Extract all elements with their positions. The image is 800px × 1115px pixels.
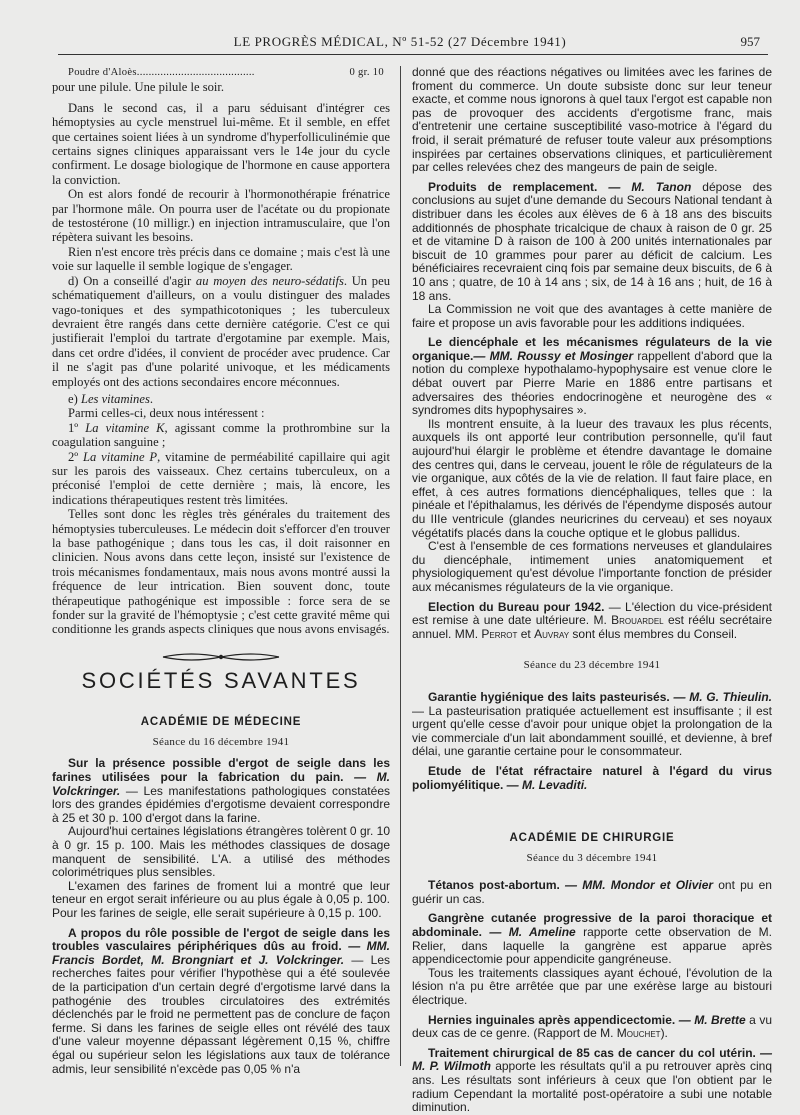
paragraph: Parmi celles-ci, deux nous intéressent : xyxy=(68,406,265,421)
article-paragraph: Produits de remplacement. — M. Tanon dépose des conclusions au sujet d'une demande du Secours National tendant à distribuer dans les écoles aux élèves de 6 à 18 ans des biscuits additionnés de phosphate tricalcique de chaux à raison de 0 gr. 25 et de vitamine D à raison de 100 à 200 unités internationales par biscuit de 10 grammes pour parer au déficit de calcium. Les bénéficiaires recevraient cinq fois par semaine deux biscuits, de 6 à 10 ans ; quatre, de 10 à 14 ans ; six, de 14 à 16 ans ; huit, de 16 à 18 ans. xyxy=(412,179,773,303)
left-column xyxy=(52,66,390,1076)
session-date: Séance du 3 décembre 1941 xyxy=(526,851,658,864)
paragraph: Dans le second cas, il a paru séduisant d'intégrer ces hémoptysies au cycle menstruel lui-même. Et il semble, en effet que certaines soient liées à un syndrome d'hyperfolliculinémie que certains signes cliniques apparaissant vers le 14e jour du cycle confirment. Le dosage biologique de l'hormone en cause apportera la conviction. xyxy=(52,100,390,187)
academy-heading: ACADÉMIE DE CHIRURGIE xyxy=(509,832,675,845)
article-paragraph: donné que des réactions négatives ou limitées avec les farines de froment du commerce. Un doute subsiste donc sur leur teneur exacte, et comme nous ignorons à quel taux l'ergot est capable non pas de provoquer des accidents d'ergotisme franc, mais d'entretenir une certaine susceptibilité vaso-motrice à l'égard du froid, il serait prématuré de refuser toute valeur aux présomptions inspirées par certaines observations cliniques, et particulièrement par celles relevées chez des mangeurs de pain de seigle. xyxy=(412,65,772,175)
academy-heading: ACADÉMIE DE MÉDECINE xyxy=(140,715,302,728)
article-paragraph: Ils montrent ensuite, à la lueur des travaux les plus récents, auxquels ils ont apporté leur contribution personnelle, qu'il faut aujourd'hui élargir le problème et étendre davantage le domaine des centres qui, dans le cerveau, jouent le rôle de régulateurs de la vie organique, aux côtés de la vie de relation. Il faut faire place, en effet, à ces autres formations diencéphaliques, telles que : la pinéale et l'épithalamus, les dérivés de l'épendyme disposés autour du IIIe ventricule (glandes neuricrines du cerveau) et ses noyaux végétatifs placés dans la couche optique et le globus pallidus. xyxy=(412,416,772,540)
article-paragraph: Gangrène cutanée progressive de la paroi thoracique et abdominale. — M. Ameline rapporte cette observation de M. Relier, dans laquelle la gangrène est apparue après appendicectomie pour appendicite gangréneuse. xyxy=(412,911,772,967)
article-paragraph: C'est à l'ensemble de ces formations nerveuses et glandulaires du diencéphale, intimement unies anatomiquement et physiologiquement qu'est dévolue l'importante fonction de présider aux mécanismes régulateurs de la vie organique. xyxy=(412,539,772,594)
article-paragraph: L'examen des farines de froment lui a montré que leur teneur en ergot serait inférieure ou au plus égale à 0,05 p. 100. Pour les farines de seigle, elle serait supérieure à 0,15 p. 100. xyxy=(52,878,390,920)
paragraph: pour une pilule. Une pilule le soir. xyxy=(52,80,225,95)
section-title-societes: SOCIÉTÉS SAVANTES xyxy=(81,668,361,694)
session-date: Séance du 16 décembre 1941 xyxy=(152,736,290,749)
article-paragraph: Tétanos post-abortum. — MM. Mondor et Olivier ont pu en guérir un cas. xyxy=(412,878,772,906)
paragraph: d) On a conseillé d'agir au moyen des neuro-sédatifs. Un peu schématiquement d'ailleurs, on a voulu distinguer des malades vago-toniques et des sympathicotoniques ; les tuberculeux devraient être rangés dans cette dernière catégorie. C'est ce qui justifierait l'emploi du tartrate d'ergotamine par exemple. Mais, dans cet ordre d'idées, il convient de procéder avec prudence. Car il ne s'agit pas d'une polarité univoque, et les médicaments employés ont des actions secondaires encore méconnues. xyxy=(52,273,390,389)
paragraph: On est alors fondé de recourir à l'hormonothérapie frénatrice par l'hormone mâle. On pourra user de l'acétate ou du propionate de testostérone (10 milligr.) en injection intramusculaire, que l'on répètera suivant les besoins. xyxy=(52,187,390,245)
running-title: LE PROGRÈS MÉDICAL, Nº 51-52 (27 Décembre 1941) xyxy=(233,34,567,49)
section-heading: e) Les vitamines. xyxy=(68,391,154,406)
article-paragraph: Le diencéphale et les mécanismes régulateurs de la vie organique.— MM. Roussy et Mosinger rappellent d'abord que la notion du complexe hypothalamo-hypophysaire est venue clore le débat ouvert par Pierre Marie en 1886 entre partisans et adversaires des théories endocrinogène et neurogène des « syndromes dits hypophysaires ». xyxy=(412,335,772,418)
page-number: 957 xyxy=(740,34,760,49)
article-paragraph: La Commission ne voit que des avantages à cette manière de faire et propose un avis favorable pour les additions indiquées. xyxy=(412,302,772,330)
session-date: Séance du 23 décembre 1941 xyxy=(523,659,661,672)
article xyxy=(52,757,390,1076)
recipe-item: Poudre d'Aloès........................................ xyxy=(68,67,255,78)
article-paragraph: Hernies inguinales après appendicectomie. — M. Brette a vu deux cas de ce genre. (Rapport de M. Mouchet). xyxy=(412,1012,773,1041)
article-paragraph: Traitement chirurgical de 85 cas de cancer du col utérin. — M. P. Wilmoth apporte les résultats qu'il a pu retrouver après cinq ans. Les résultats sont inférieurs à ceux que l'on obtient par le radium Cependant la mortalité post-opératoire a subi une notable diminution. xyxy=(412,1045,772,1115)
article-paragraph: Garantie hygiénique des laits pasteurisés. — M. G. Thieulin. — La pasteurisation pratiquée actuellement est insuffisante ; il est urgent qu'elle cesse d'avoir pour unique objet la prolongation de la vie commerciale d'un lait abondamment souillé, et devienne, à bref délai, une garantie certaine pour le consommateur. xyxy=(412,689,772,759)
paragraph: Rien n'est encore très précis dans ce domaine ; mais c'est là une voie sur laquelle il semble logique de s'engager. xyxy=(52,244,390,274)
header-rule xyxy=(58,54,768,55)
article-paragraph: Election du Bureau pour 1942. — L'élection du vice-président est remise à une date ultérieure. M. Brouardel est réélu secrétaire annuel. MM. Perrot et Auvray sont élus membres du Conseil. xyxy=(412,599,773,641)
article-paragraph: Tous les traitements classiques ayant échoué, l'évolution de la lésion n'a pu être arrêtée que par une exérèse large au bistouri électrique. xyxy=(412,965,772,1008)
list-item: 2º La vitamine P, vitamine de perméabilité capillaire qui agit sur les parois des vaisseaux. Chez certains tuberculeux, on a préconisé l'emploi de cette dernière ; mais, là encore, les indications thérapeutiques restent très limitées. xyxy=(52,449,390,507)
list-item: 1º La vitamine K, agissant comme la prothrombine sur la coagulation sanguine ; xyxy=(52,420,390,450)
column-divider xyxy=(400,66,401,1066)
article-paragraph: Etude de l'état réfractaire naturel à l'égard du virus poliomyélitique. — M. Levaditi. xyxy=(412,763,772,792)
ornament-divider xyxy=(52,651,390,666)
recipe-amount: 0 gr. 10 xyxy=(349,67,384,78)
article-paragraph: Sur la présence possible d'ergot de seigle dans les farines utilisées pour la fabrication du pain. — M. Volckringer. — Les manifestations pathologiques constatées lors des grandes épidémies d'ergotisme devaient correspondre à 25 et 30 p. 100 d'ergot dans la farine. xyxy=(52,756,390,825)
recipe-line xyxy=(52,66,390,80)
right-column xyxy=(412,66,772,1115)
page-header xyxy=(40,34,760,54)
article-paragraph: Aujourd'hui certaines législations étrangères tolèrent 0 gr. 10 à 0 gr. 15 p. 100. Mais les méthodes classiques de dosage manquent de sensibilité. L'A. a utilisé des méthodes colorimétriques plus sensibles. xyxy=(52,824,390,880)
article-paragraph: A propos du rôle possible de l'ergot de seigle dans les troubles vasculaires périphériques dûs au froid. — MM. Francis Bordet, M. Brongniart et J. Volckringer. — Les recherches faites pour vérifier l'hypothèse qui a été soulevée de la participation d'un certain degré d'ergotisme larvé dans la pathogénie des troubles circulatoires des extrémités déclenchés par le froid ne permettent pas de conclure de façon ferme. Si dans les farines de seigle elles ont révélé des taux d'une valeur moyenne dépassant légèrement 0,15 %, chiffre égal ou supérieur selon les législations aux taux de tolérance admis, leur sensibilité n'excède pas 0,05 % n'a xyxy=(52,925,391,1076)
paragraph: Telles sont donc les règles très générales du traitement des hémoptysies tuberculeuses. Le médecin doit s'efforcer d'en trouver la base pathogénique ; dans tous les cas, il doit raisonner en clinicien. Nous avons dans cette leçon, insisté sur l'existence de trois mécanismes fondamentaux, mais nous avons montré aussi la fréquence de leur intrication. Bien souvent donc, toute thérapeutique pathogénique est impossible : force sera de se fonder sur la gravité de l'hémoptysie ; c'est cette gravité même qui conditionne les grands aspects cliniques que nous avons envisagés. xyxy=(52,507,390,637)
